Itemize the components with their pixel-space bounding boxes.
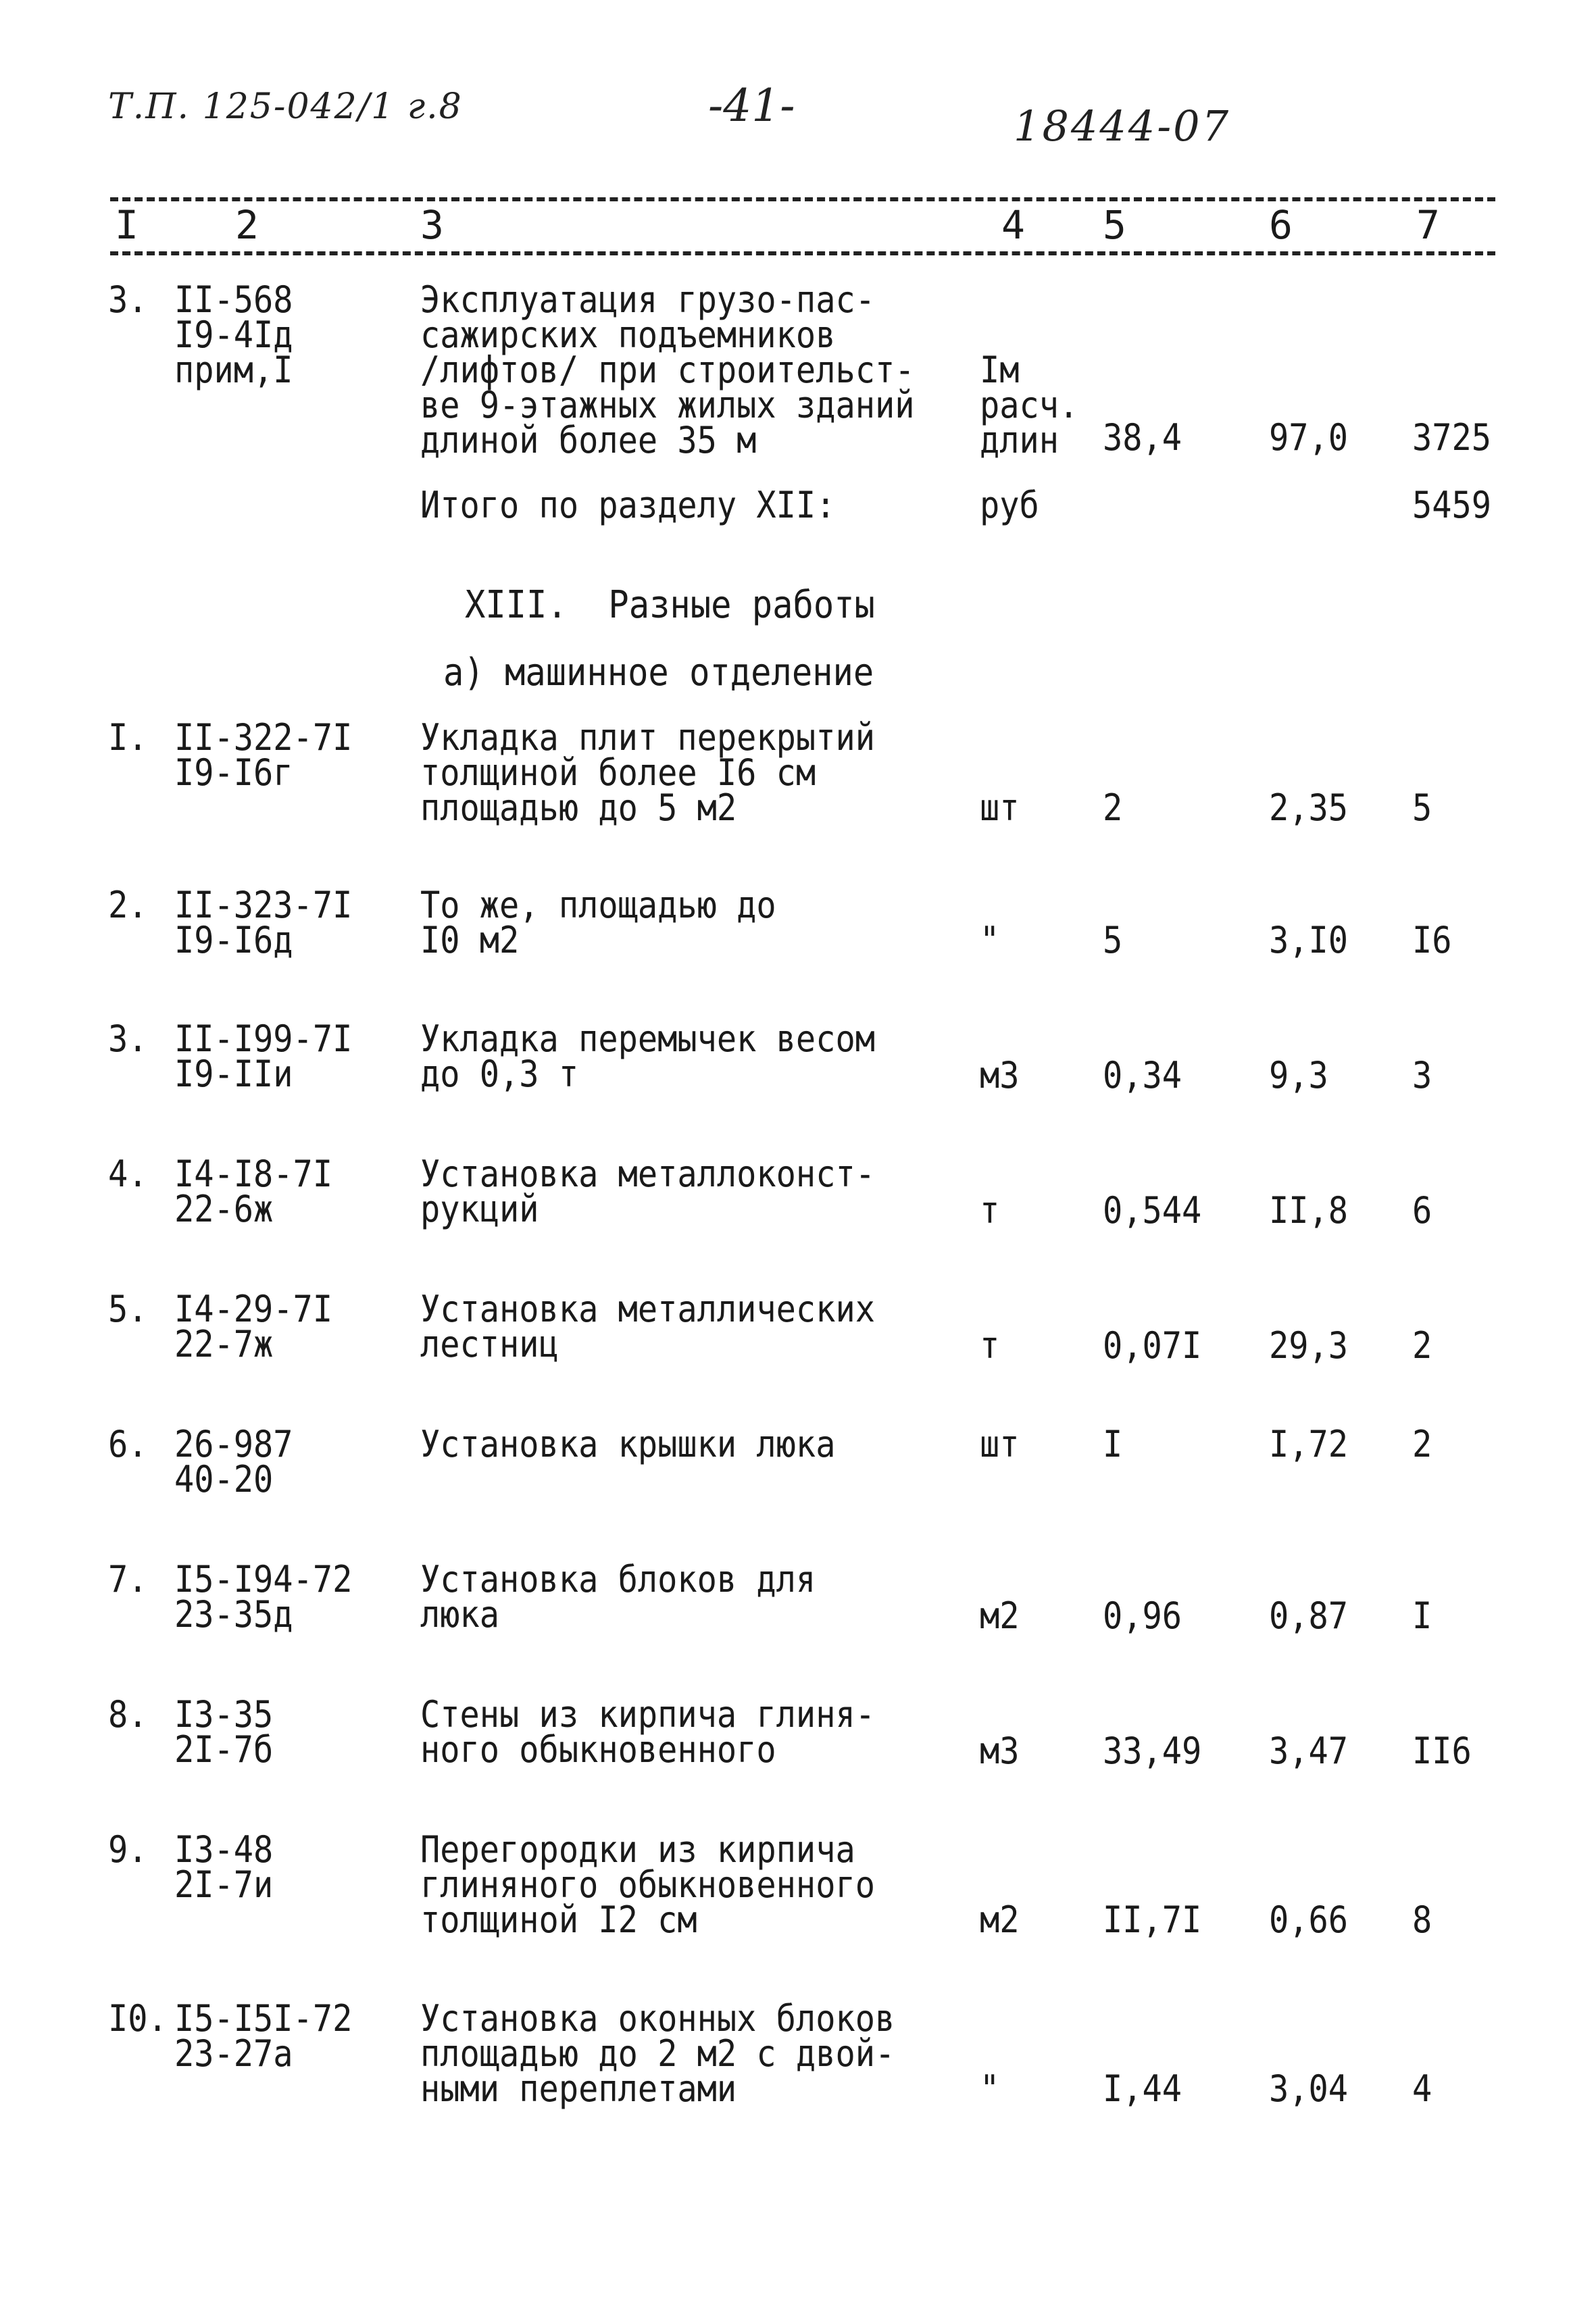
work-description: Установка крышки люка [420, 1423, 836, 1465]
unit-price: 0,87 [1269, 1594, 1349, 1637]
total-cost: 2 [1412, 1324, 1432, 1367]
unit-price: II,8 [1269, 1189, 1349, 1232]
row-number: 5. [108, 1288, 148, 1330]
total-cost: 8 [1412, 1898, 1432, 1941]
total-cost: 2 [1412, 1423, 1432, 1465]
work-description: Установка металлических лестниц [420, 1288, 875, 1365]
work-description: Стены из кирпича глиня- ного обыкновенного [420, 1693, 875, 1771]
total-cost: 4 [1412, 2067, 1432, 2110]
row-number: 3. [108, 278, 148, 321]
section-title: XIII. Разные работы [465, 583, 875, 627]
column-header-3: 3 [420, 202, 444, 248]
work-description: То же, площадью до I0 м2 [420, 884, 776, 961]
norm-code: II-I99-7I I9-IIи [174, 1017, 353, 1095]
quantity: 5 [1103, 919, 1123, 961]
unit: т [980, 1324, 1000, 1367]
total-cost: 6 [1412, 1189, 1432, 1232]
total-label: Итого по разделу XII: [420, 484, 836, 526]
column-header-4: 4 [1001, 202, 1025, 248]
norm-code: 26-987 40-20 [174, 1423, 293, 1501]
row-number: 7. [108, 1558, 148, 1601]
unit: м2 [980, 1594, 1020, 1637]
document-id: 18444-07 [1014, 101, 1231, 151]
quantity: 0,96 [1103, 1594, 1182, 1637]
quantity: 0,544 [1103, 1189, 1202, 1232]
total-cost: 3725 [1412, 416, 1492, 459]
header-rule-top [110, 197, 1495, 201]
total-unit: руб [980, 484, 1039, 526]
row-number: 6. [108, 1423, 148, 1465]
quantity: I [1103, 1423, 1123, 1465]
unit: " [980, 2067, 1000, 2110]
column-header-7: 7 [1416, 202, 1440, 248]
row-number: 2. [108, 884, 148, 926]
unit: м3 [980, 1730, 1020, 1772]
column-header-1: I [115, 202, 139, 248]
unit-price: 3,I0 [1269, 919, 1349, 961]
unit-price: 9,3 [1269, 1054, 1328, 1097]
row-number: 3. [108, 1017, 148, 1060]
work-description: Установка оконных блоков площадью до 2 м2 с двой- ными переплетами [420, 1997, 895, 2110]
row-number: 8. [108, 1693, 148, 1736]
total-cost: I6 [1412, 919, 1452, 961]
unit: Iм расч. длин [980, 349, 1079, 461]
unit: м2 [980, 1898, 1020, 1941]
work-description: Эксплуатация грузо-пас- сажирских подъемников /лифтов/ при строительст- ве 9-этажных жилых зданий длиной более 35 м [420, 278, 915, 461]
norm-code: II-323-7I I9-I6д [174, 884, 353, 961]
project-reference: Т.П. 125-042/1 г.8 [108, 86, 463, 127]
total-cost: 5459 [1412, 484, 1492, 526]
total-cost: 3 [1412, 1054, 1432, 1097]
unit-price: 3,04 [1269, 2067, 1349, 2110]
unit-price: 29,3 [1269, 1324, 1349, 1367]
section-subtitle: а) машинное отделение [443, 651, 874, 695]
unit-price: 97,0 [1269, 416, 1349, 459]
column-header-5: 5 [1103, 202, 1126, 248]
norm-code: I4-I8-7I 22-6ж [174, 1153, 333, 1230]
quantity: II,7I [1103, 1898, 1202, 1941]
work-description: Перегородки из кирпича глиняного обыкновенного толщиной I2 см [420, 1828, 875, 1941]
unit: т [980, 1189, 1000, 1232]
work-description: Установка блоков для люка [420, 1558, 816, 1636]
row-number: I0. [108, 1997, 168, 2040]
total-cost: I [1412, 1594, 1432, 1637]
quantity: 0,34 [1103, 1054, 1182, 1097]
quantity: 0,07I [1103, 1324, 1202, 1367]
norm-code: I4-29-7I 22-7ж [174, 1288, 333, 1365]
column-header-2: 2 [235, 202, 259, 248]
column-header-6: 6 [1269, 202, 1293, 248]
norm-code: II-322-7I I9-I6г [174, 716, 353, 794]
unit-price: 0,66 [1269, 1898, 1349, 1941]
work-description: Укладка перемычек весом до 0,3 т [420, 1017, 875, 1095]
norm-code: I3-48 2I-7и [174, 1828, 274, 1906]
header-rule-bottom [110, 251, 1495, 255]
norm-code: I3-35 2I-7б [174, 1693, 274, 1771]
norm-code: II-568 I9-4Iд прим,I [174, 278, 293, 391]
work-description: Укладка плит перекрытий толщиной более I6 см площадью до 5 м2 [420, 716, 875, 829]
unit-price: 3,47 [1269, 1730, 1349, 1772]
unit: шт [980, 1423, 1020, 1465]
row-number: 9. [108, 1828, 148, 1871]
unit-price: I,72 [1269, 1423, 1349, 1465]
total-cost: II6 [1412, 1730, 1472, 1772]
unit-price: 2,35 [1269, 786, 1349, 829]
total-cost: 5 [1412, 786, 1432, 829]
quantity: 33,49 [1103, 1730, 1202, 1772]
quantity: I,44 [1103, 2067, 1182, 2110]
quantity: 2 [1103, 786, 1123, 829]
page-number: -41- [708, 80, 795, 132]
row-number: 4. [108, 1153, 148, 1195]
work-description: Установка металлоконст- рукций [420, 1153, 875, 1230]
unit: " [980, 919, 1000, 961]
quantity: 38,4 [1103, 416, 1182, 459]
row-number: I. [108, 716, 148, 759]
unit: м3 [980, 1054, 1020, 1097]
norm-code: I5-I5I-72 23-27а [174, 1997, 353, 2075]
unit: шт [980, 786, 1020, 829]
norm-code: I5-I94-72 23-35д [174, 1558, 353, 1636]
